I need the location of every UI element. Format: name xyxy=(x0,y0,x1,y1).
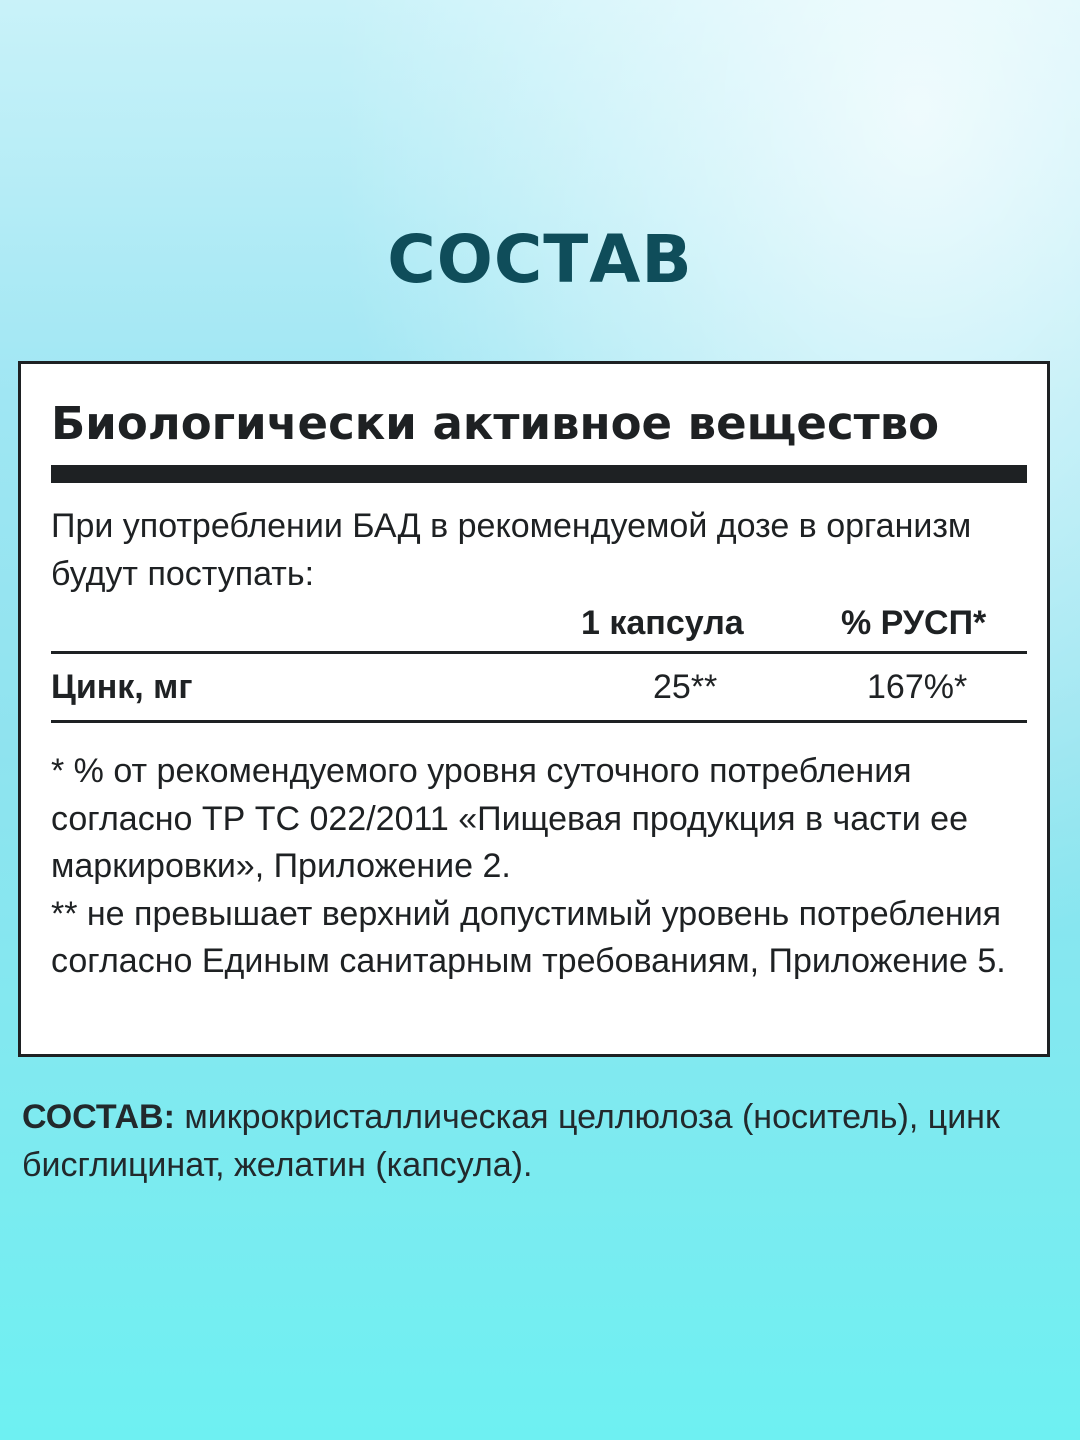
intro-text: При употреблении БАД в рекомендуемой дозе в организм будут поступать: xyxy=(51,507,972,593)
panel-heading: Биологически активное вещество xyxy=(51,397,940,450)
row-rusp-value: 167%* xyxy=(867,668,968,706)
nutrition-panel xyxy=(18,361,1050,1057)
table-divider-top xyxy=(51,651,1027,654)
footnote-rusp: * % от рекомендуемого уровня суточного потребления согласно ТР ТС 022/2011 «Пищевая продукция в части ее маркировки», Приложение 2. xyxy=(51,752,968,885)
composition-label: СОСТАВ: xyxy=(22,1098,175,1136)
footnote-upper-limit: ** не превышает верхний допустимый уровень потребления согласно Единым санитарным требованиям, Приложение 5. xyxy=(51,894,1006,980)
table-divider-bottom xyxy=(51,720,1027,723)
footnotes xyxy=(51,748,1031,986)
heading-divider xyxy=(51,465,1027,483)
row-capsule-value: 25** xyxy=(653,668,718,706)
composition-text xyxy=(22,1093,1052,1189)
row-name: Цинк, мг xyxy=(51,668,193,706)
column-header-rusp: % РУСП* xyxy=(841,604,987,642)
column-header-capsule: 1 капсула xyxy=(581,604,744,642)
composition-ingredients: микрокристаллическая целлюлоза (носитель), цинк бисглицинат, желатин (капсула). xyxy=(22,1098,1000,1184)
page-title: СОСТАВ xyxy=(387,221,693,298)
